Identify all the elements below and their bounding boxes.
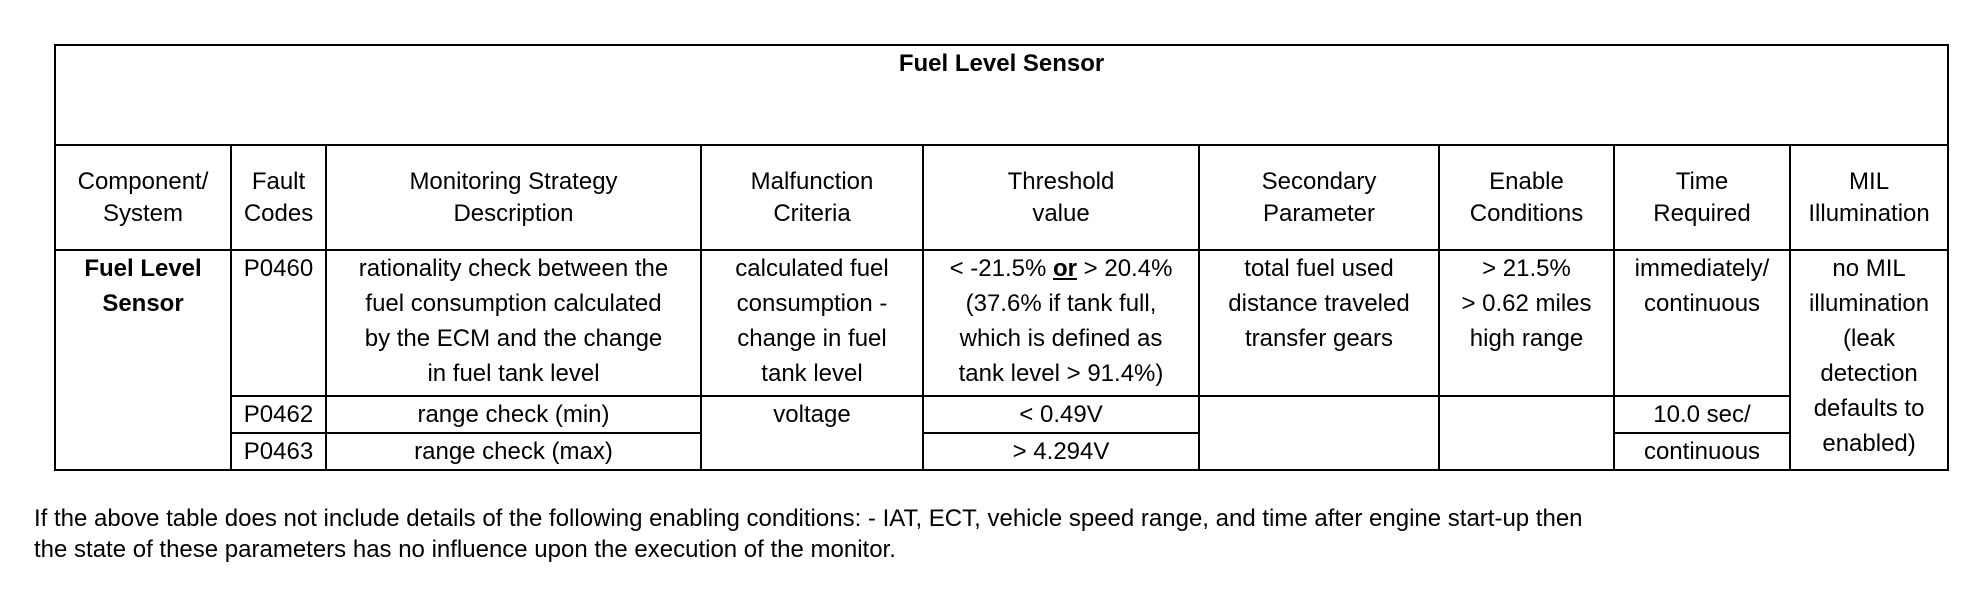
- threshold-p0462: < 0.49V: [923, 396, 1199, 433]
- header-time: Time Required: [1614, 145, 1790, 250]
- footnote-line: If the above table does not include details of the following enabling conditions: - IAT, ECT, vehicle speed range, and time after engine start-up then: [34, 505, 1583, 532]
- header-enable: Enable Conditions: [1439, 145, 1614, 250]
- footnote: [34, 503, 1934, 565]
- fault-code-p0460: P0460: [231, 250, 326, 396]
- header-row: [55, 145, 1948, 250]
- enable-p0460: > 21.5% > 0.62 miles high range: [1439, 250, 1614, 396]
- header-threshold: Threshold value: [923, 145, 1199, 250]
- threshold-p0460: < -21.5% or > 20.4% (37.6% if tank full, which is defined as tank level > 91.4%): [923, 250, 1199, 396]
- threshold-p0463: > 4.294V: [923, 433, 1199, 470]
- table-title: Fuel Level Sensor: [55, 45, 1948, 145]
- time-p0460: immediately/ continuous: [1614, 250, 1790, 396]
- table-row: [55, 396, 1948, 433]
- mil-cell: no MIL illumination (leak detection defaults to enabled): [1790, 250, 1948, 470]
- time-p0462: 10.0 sec/: [1614, 396, 1790, 433]
- footnote-line: the state of these parameters has no influence upon the execution of the monitor.: [34, 536, 896, 563]
- table-row: [55, 433, 1948, 470]
- fuel-level-sensor-table: [54, 44, 1949, 471]
- time-p0463: continuous: [1614, 433, 1790, 470]
- secondary-p0462: [1199, 396, 1439, 470]
- strategy-p0460: rationality check between the fuel consumption calculated by the ECM and the change in fuel tank level: [326, 250, 701, 396]
- component-cell: Fuel Level Sensor: [55, 250, 231, 470]
- strategy-p0463: range check (max): [326, 433, 701, 470]
- strategy-p0462: range check (min): [326, 396, 701, 433]
- header-fault-codes: Fault Codes: [231, 145, 326, 250]
- header-component: Component/ System: [55, 145, 231, 250]
- malfunction-p0462: voltage: [701, 396, 923, 470]
- secondary-p0460: total fuel used distance traveled transfer gears: [1199, 250, 1439, 396]
- malfunction-p0460: calculated fuel consumption - change in fuel tank level: [701, 250, 923, 396]
- fault-code-p0463: P0463: [231, 433, 326, 470]
- fault-code-p0462: P0462: [231, 396, 326, 433]
- table-row: [55, 250, 1948, 396]
- header-mil: MIL Illumination: [1790, 145, 1948, 250]
- header-strategy: Monitoring Strategy Description: [326, 145, 701, 250]
- header-malfunction: Malfunction Criteria: [701, 145, 923, 250]
- enable-p0462: [1439, 396, 1614, 470]
- header-secondary: Secondary Parameter: [1199, 145, 1439, 250]
